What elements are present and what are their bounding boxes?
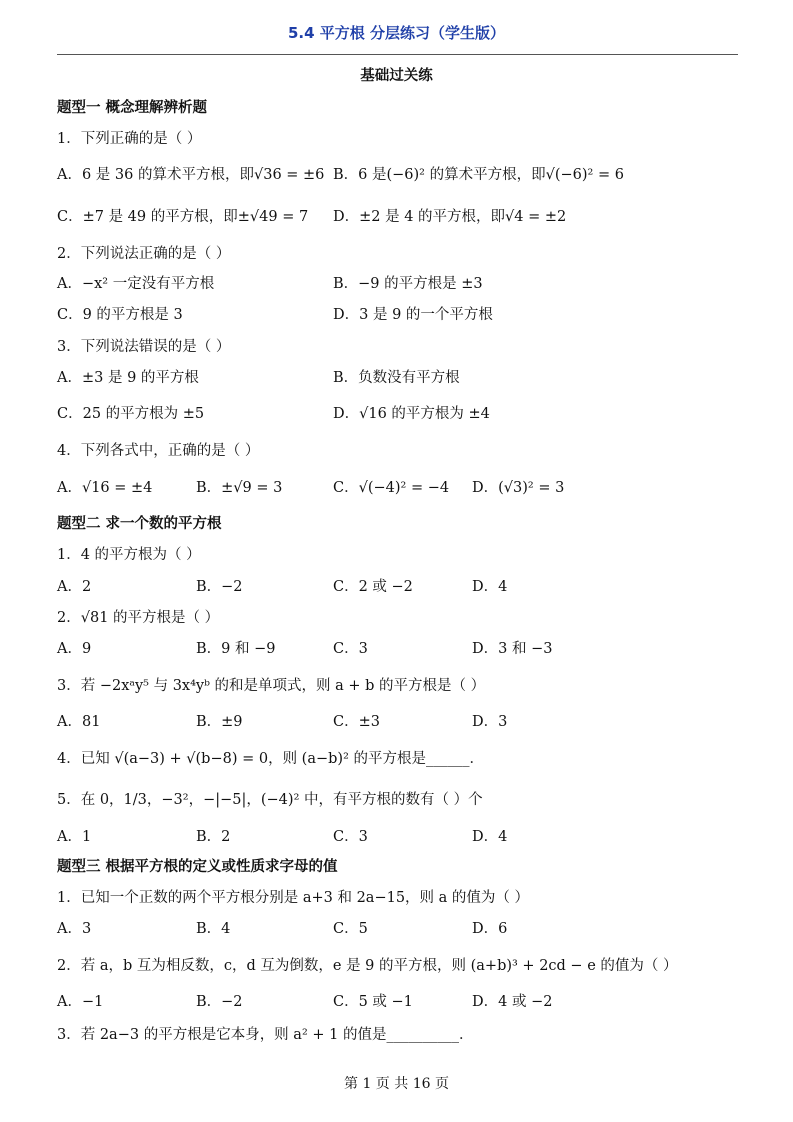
- t1-q2-option-d: D．3 是 9 的一个平方根: [333, 307, 493, 323]
- t2-q5-option-b: B．2: [196, 829, 231, 845]
- t2-q5-option-d: D．4: [472, 829, 508, 845]
- page-footer: 第 1 页 共 16 页: [344, 1076, 449, 1092]
- t3-q2-option-b: B．−2: [196, 994, 243, 1010]
- t3-q1-option-c: C．5: [333, 921, 368, 937]
- t1-q1-option-d: D．±2 是 4 的平方根，即√4 = ±2: [333, 209, 567, 225]
- t2-q3-option-a: A．81: [57, 714, 101, 730]
- t3-q1-option-d: D．6: [472, 921, 508, 937]
- t2-q1-option-a: A．2: [57, 579, 92, 595]
- t3-q1-option-b: B．4: [196, 921, 231, 937]
- t2-q2-option-d: D．3 和 −3: [472, 641, 553, 657]
- section-title-2: 题型二 求一个数的平方根: [57, 516, 222, 532]
- t1-q4-stem: 4．下列各式中，正确的是（ ）: [57, 443, 260, 459]
- t3-q1-option-a: A．3: [57, 921, 92, 937]
- t1-q3-stem: 3．下列说法错误的是（ ）: [57, 339, 231, 355]
- t1-q1-option-b: B．6 是(−6)² 的算术平方根，即√(−6)² = 6: [333, 167, 624, 183]
- t3-q2-option-a: A．−1: [57, 994, 104, 1010]
- t1-q2-option-c: C．9 的平方根是 3: [57, 307, 183, 323]
- section-title-3: 题型三 根据平方根的定义或性质求字母的值: [57, 859, 338, 875]
- t2-q5-option-a: A．1: [57, 829, 92, 845]
- t1-q4-option-b: B．±√9 = 3: [196, 480, 283, 496]
- t2-q3-option-b: B．±9: [196, 714, 243, 730]
- t1-q1-option-a: A．6 是 36 的算术平方根，即√36 = ±6: [57, 167, 325, 183]
- t2-q3-stem: 3．若 −2xᵃy⁵ 与 3x⁴yᵇ 的和是单项式，则 a + b 的平方根是（ ）: [57, 678, 486, 694]
- t2-q2-option-c: C．3: [333, 641, 368, 657]
- t2-q3-option-d: D．3: [472, 714, 508, 730]
- t2-q5-stem: 5．在 0，1/3，−3²，−|−5|，(−4)² 中，有平方根的数有（ ）个: [57, 792, 483, 808]
- t2-q4-stem: 4．已知 √(a−3) + √(b−8) = 0，则 (a−b)² 的平方根是______．: [57, 751, 484, 767]
- header-rule: [57, 54, 738, 55]
- t1-q3-option-b: B．负数没有平方根: [333, 370, 460, 386]
- t3-q1-stem: 1．已知一个正数的两个平方根分别是 a+3 和 2a−15，则 a 的值为（ ）: [57, 890, 530, 906]
- t1-q4-option-d: D．(√3)² = 3: [472, 480, 565, 496]
- t2-q1-stem: 1．4 的平方根为（ ）: [57, 547, 201, 563]
- t3-q3-stem: 3．若 2a−3 的平方根是它本身，则 a² + 1 的值是__________．: [57, 1027, 474, 1043]
- section-title-1: 题型一 概念理解辨析题: [57, 100, 208, 116]
- t1-q2-option-a: A．−x² 一定没有平方根: [57, 276, 215, 292]
- t1-q1-option-c: C．±7 是 49 的平方根，即±√49 = 7: [57, 209, 309, 225]
- t3-q2-option-d: D．4 或 −2: [472, 994, 553, 1010]
- t1-q3-option-c: C．25 的平方根为 ±5: [57, 406, 205, 422]
- t1-q3-option-d: D．√16 的平方根为 ±4: [333, 406, 490, 422]
- t1-q4-option-c: C．√(−4)² = −4: [333, 480, 450, 496]
- t3-q2-option-c: C．5 或 −1: [333, 994, 413, 1010]
- t2-q3-option-c: C．±3: [333, 714, 380, 730]
- document-title: 5.4 平方根 分层练习（学生版）: [287, 24, 506, 42]
- t1-q3-option-a: A．±3 是 9 的平方根: [57, 370, 199, 386]
- t1-q1-stem: 1．下列正确的是（ ）: [57, 131, 202, 147]
- t2-q2-stem: 2．√81 的平方根是（ ）: [57, 610, 220, 626]
- t1-q2-stem: 2．下列说法正确的是（ ）: [57, 246, 231, 262]
- t2-q2-option-b: B．9 和 −9: [196, 641, 276, 657]
- t2-q1-option-d: D．4: [472, 579, 508, 595]
- t2-q1-option-c: C．2 或 −2: [333, 579, 413, 595]
- t1-q4-option-a: A．√16 = ±4: [57, 480, 153, 496]
- section-subtitle: 基础过关练: [360, 68, 433, 84]
- t3-q2-stem: 2．若 a，b 互为相反数，c，d 互为倒数，e 是 9 的平方根，则 (a+b)³ + 2cd − e 的值为（ ）: [57, 958, 678, 974]
- t1-q2-option-b: B．−9 的平方根是 ±3: [333, 276, 483, 292]
- t2-q2-option-a: A．9: [57, 641, 92, 657]
- t2-q1-option-b: B．−2: [196, 579, 243, 595]
- t2-q5-option-c: C．3: [333, 829, 368, 845]
